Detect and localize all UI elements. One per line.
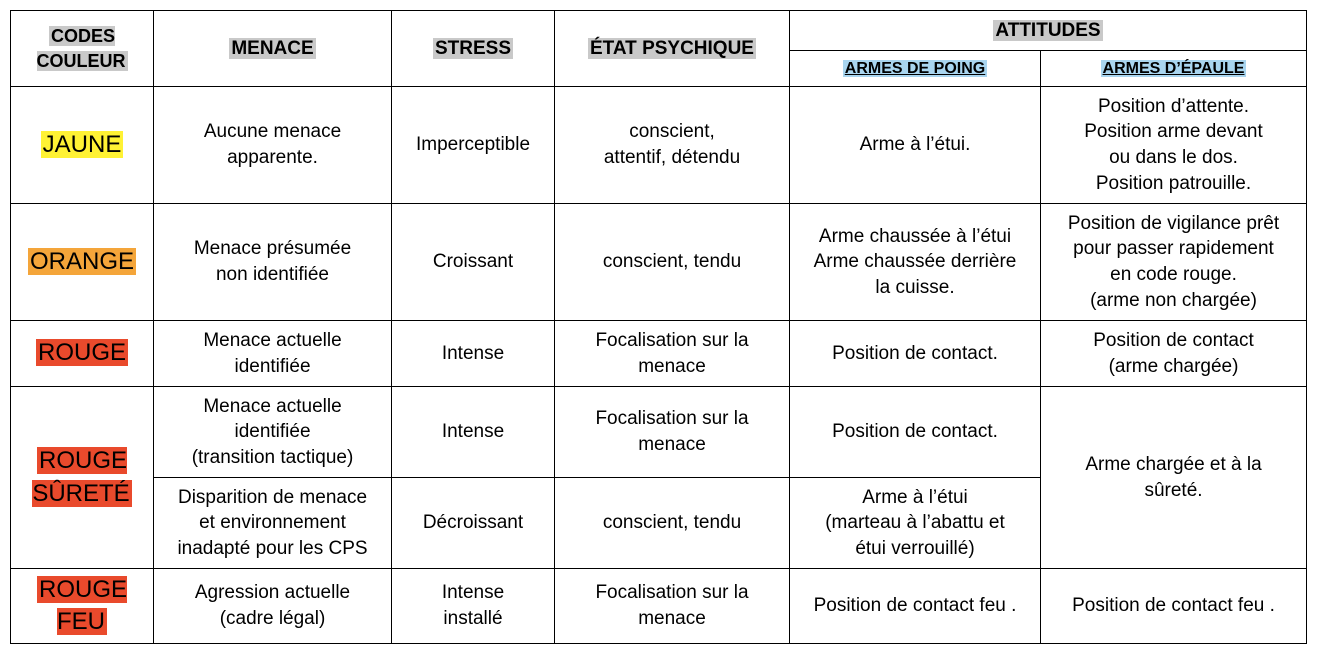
header-stress-label: STRESS [434, 37, 512, 59]
header-armes-epaule-label: ARMES D’ÉPAULE [1102, 59, 1245, 77]
armes-epaule-cell: Position d’attente. Position arme devant ou dans le dos. Position patrouille. [1041, 87, 1307, 204]
color-codes-table [10, 10, 1307, 644]
menace-cell: Disparition de menace et environnement inadapté pour les CPS [154, 478, 392, 569]
header-stress [392, 11, 555, 87]
header-row [11, 11, 1307, 51]
armes-poing-cell: Arme chaussée à l’étui Arme chaussée derrière la cuisse. [790, 204, 1041, 321]
header-menace-label: MENACE [231, 37, 314, 59]
code-label-orange: ORANGE [29, 247, 134, 275]
code-label-rouge: ROUGE [37, 339, 126, 367]
etat-cell: Focalisation sur la menace [555, 321, 790, 387]
etat-cell: conscient, attentif, détendu [555, 87, 790, 204]
header-etat-label: ÉTAT PSYCHIQUE [590, 37, 754, 59]
header-armes-de-poing [790, 51, 1041, 87]
header-codes-couleur [11, 11, 154, 87]
code-cell-jaune [11, 87, 154, 204]
armes-epaule-cell: Position de vigilance prêt pour passer rapidement en code rouge. (arme non chargée) [1041, 204, 1307, 321]
stress-cell: Intense [392, 387, 555, 478]
armes-poing-cell: Arme à l’étui. [790, 87, 1041, 204]
armes-poing-cell: Position de contact feu . [790, 569, 1041, 644]
header-attitudes-label: ATTITUDES [995, 19, 1101, 41]
menace-cell: Menace présumée non identifiée [154, 204, 392, 321]
menace-cell: Menace actuelle identifiée [154, 321, 392, 387]
etat-cell: Focalisation sur la menace [555, 387, 790, 478]
code-cell-rouge-surete [11, 387, 154, 569]
stress-cell: Intense installé [392, 569, 555, 644]
armes-epaule-cell: Position de contact feu . [1041, 569, 1307, 644]
table-row-jaune [11, 87, 1307, 204]
table-row-rouge [11, 321, 1307, 387]
table-row-orange [11, 204, 1307, 321]
code-cell-orange [11, 204, 154, 321]
header-menace [154, 11, 392, 87]
code-label-jaune: JAUNE [42, 130, 122, 158]
header-codes-label: CODES COULEUR [36, 26, 126, 71]
menace-cell: Agression actuelle (cadre légal) [154, 569, 392, 644]
menace-cell: Menace actuelle identifiée (transition tactique) [154, 387, 392, 478]
armes-poing-cell: Position de contact. [790, 321, 1041, 387]
stress-cell: Imperceptible [392, 87, 555, 204]
etat-cell: conscient, tendu [555, 204, 790, 321]
stress-cell: Décroissant [392, 478, 555, 569]
stress-cell: Intense [392, 321, 555, 387]
header-attitudes [790, 11, 1307, 51]
etat-cell: Focalisation sur la menace [555, 569, 790, 644]
header-armes-poing-label: ARMES DE POING [844, 59, 986, 77]
table-row-rouge-feu [11, 569, 1307, 644]
code-cell-rouge-feu [11, 569, 154, 644]
code-label-rouge-surete: ROUGE SÛRETÉ [32, 447, 130, 507]
code-label-rouge-feu: ROUGE FEU [38, 575, 127, 635]
armes-epaule-cell: Arme chargée et à la sûreté. [1041, 387, 1307, 569]
table-row-rouge-surete [11, 387, 1307, 478]
armes-epaule-cell: Position de contact (arme chargée) [1041, 321, 1307, 387]
code-cell-rouge [11, 321, 154, 387]
armes-poing-cell: Position de contact. [790, 387, 1041, 478]
menace-cell: Aucune menace apparente. [154, 87, 392, 204]
header-armes-epaule [1041, 51, 1307, 87]
stress-cell: Croissant [392, 204, 555, 321]
armes-poing-cell: Arme à l’étui (marteau à l’abattu et étui verrouillé) [790, 478, 1041, 569]
etat-cell: conscient, tendu [555, 478, 790, 569]
header-etat-psychique [555, 11, 790, 87]
